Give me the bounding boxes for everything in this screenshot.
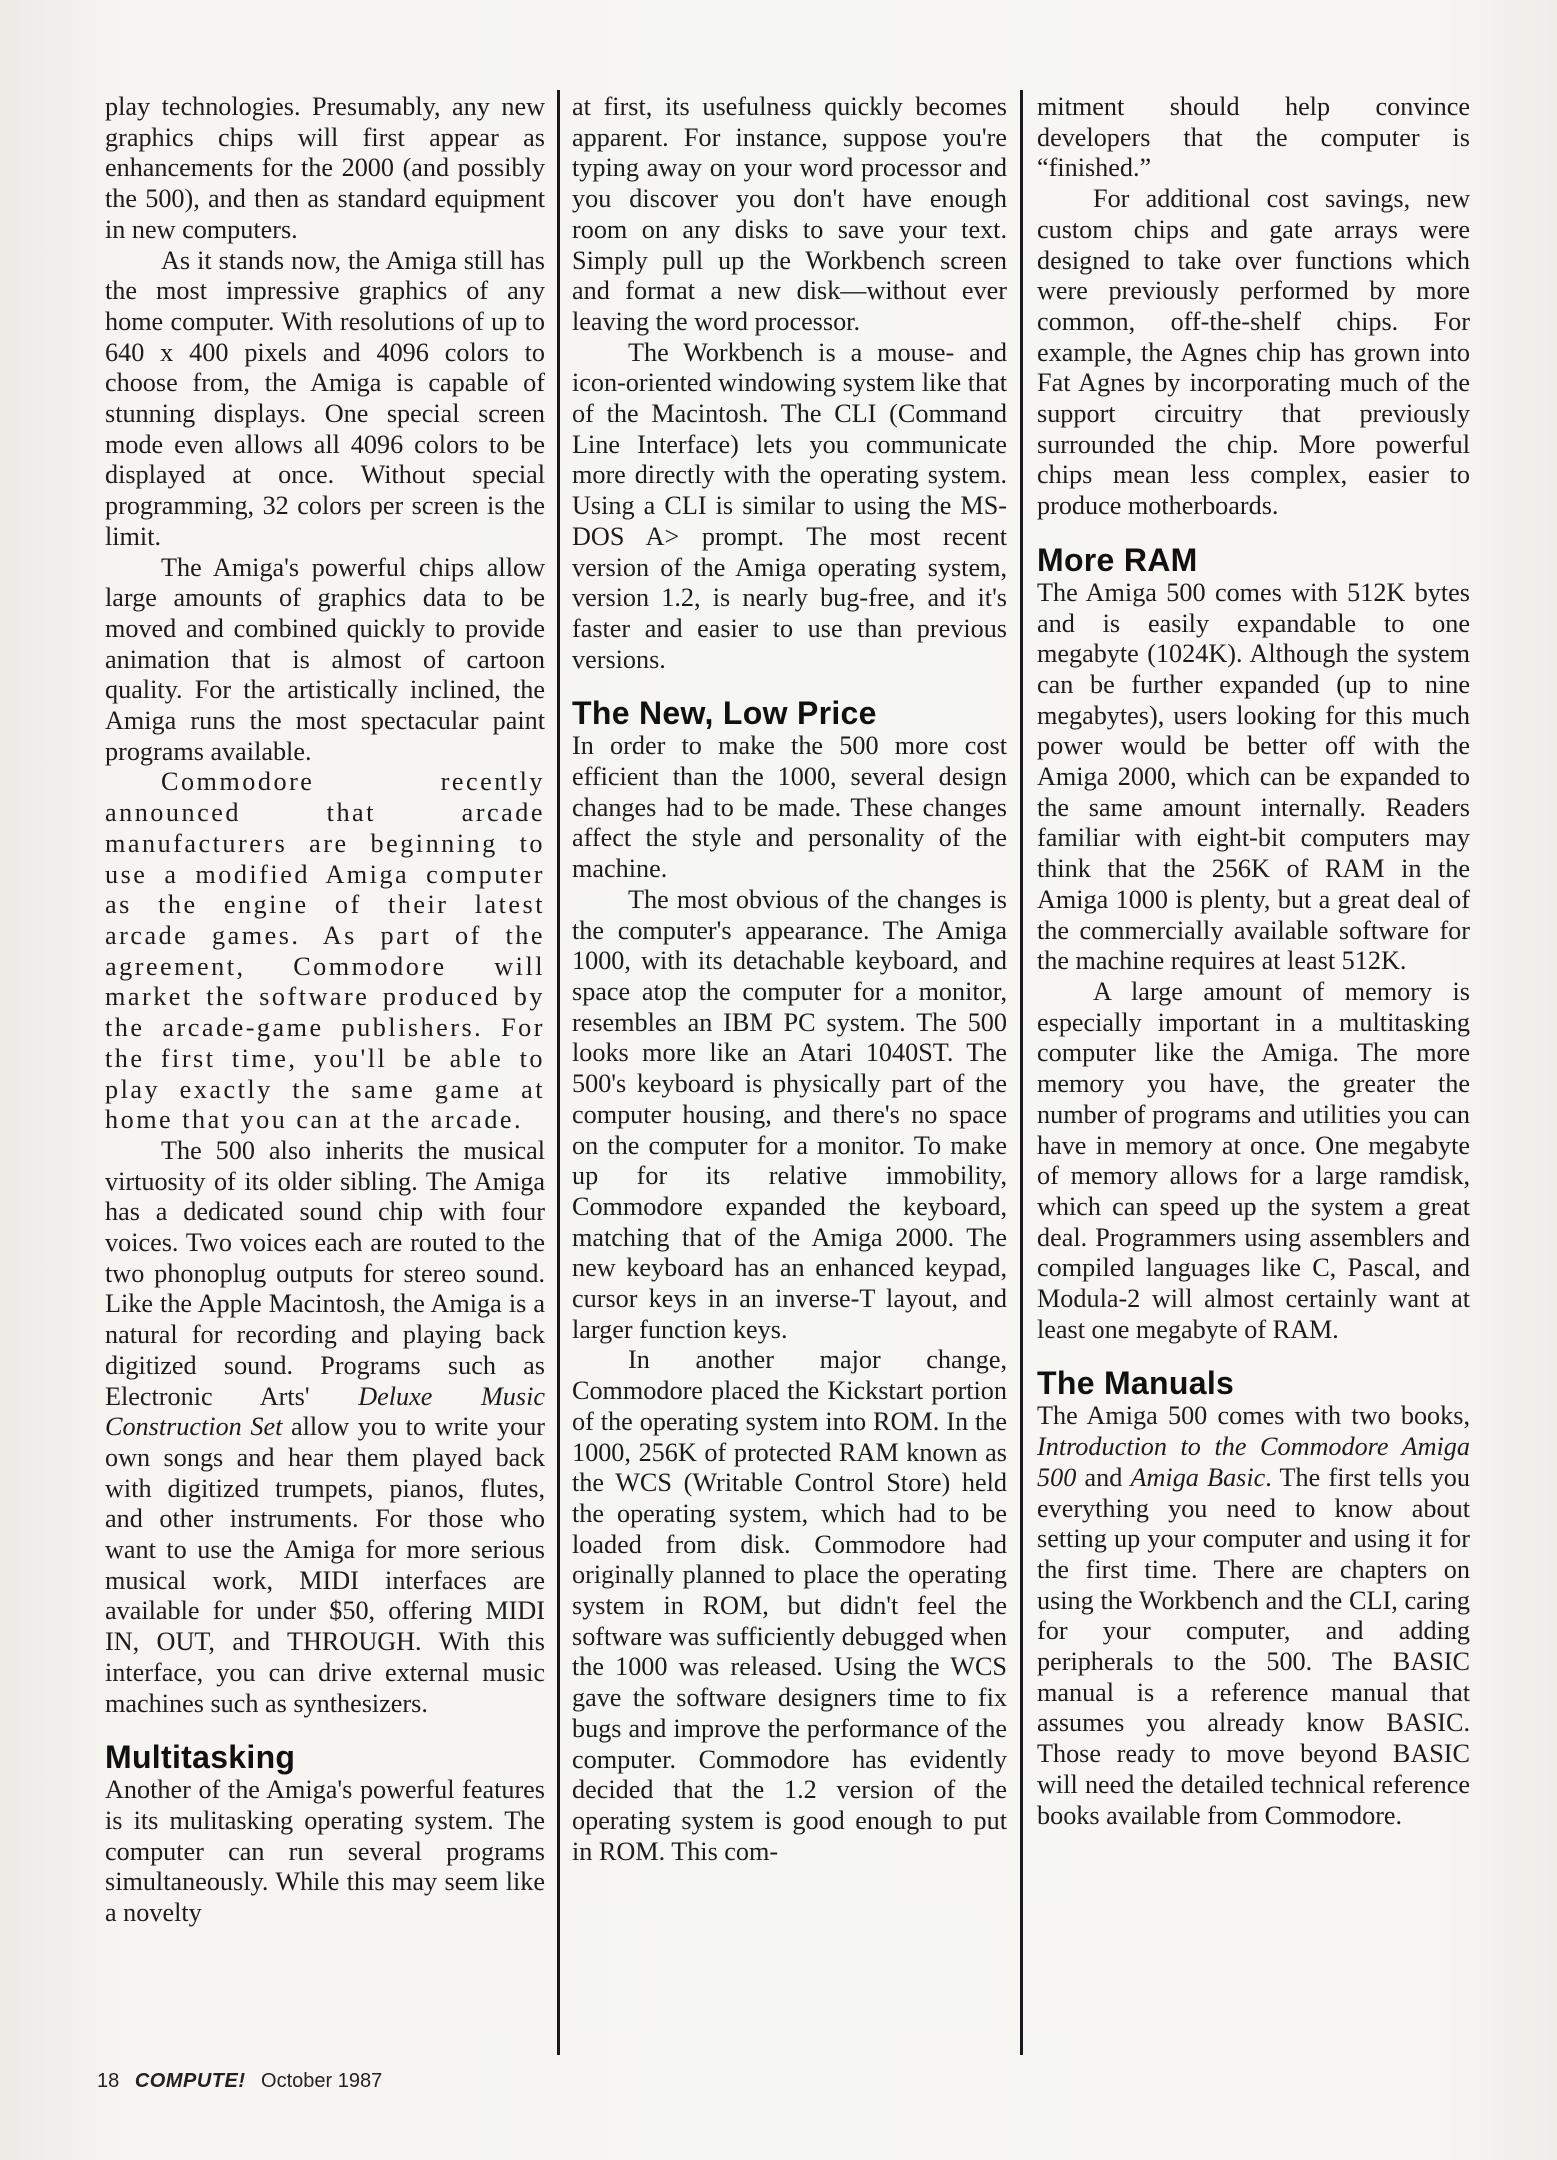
- paragraph: In another major change, Commodore placed the Kickstart portion of the operating system into ROM. In the 1000, 256K of protected RAM known as the WCS (Writable Control Store) held the operating system, which had to be loaded from disk. Commodore had originally planned to place the operating system in ROM, but didn't feel the software was sufficiently debugged when the 1000 was released. Using the WCS gave the software designers time to fix bugs and improve the performance of the computer. Commodore has evidently decided that the 1.2 version of the operating system is good enough to put in ROM. This com-: [572, 1345, 1007, 1866]
- article-column-1: [105, 92, 545, 1929]
- column-rule-right: [1020, 90, 1023, 2055]
- section-heading-ram: More RAM: [1037, 541, 1198, 578]
- paragraph: at first, its usefulness quickly becomes apparent. For instance, suppose you're typing away on your word processor and you discover you don't have enough room on any disks to save your text. Simply pull up the Workbench screen and format a new disk—without ever leaving the word processor.: [572, 92, 1007, 336]
- issue-date: October 1987: [261, 2070, 383, 2092]
- book-title: Introduction to the Commodore Amiga 500: [1037, 1432, 1470, 1492]
- paragraph: The Workbench is a mouse- and icon-oriented windowing system like that of the Macintosh. The CLI (Command Line Interface) lets you communicate more directly with the operating system. Using a CLI is similar to using the MS-DOS A> prompt. The most recent version of the Amiga operating system, version 1.2, is nearly bug-free, and it's faster and easier to use than previous versions.: [572, 337, 1007, 674]
- paragraph: [1037, 1401, 1470, 1831]
- text-run: . The first tells you everything you need to know about setting up your computer and using it for the first time. There are chapters on using the Workbench and the CLI, caring for your computer, and adding peripherals to the 500. The BASIC manual is a reference manual that assumes you already know BASIC. Those ready to move beyond BASIC will need the detailed technical reference books available from Commodore.: [1037, 1462, 1470, 1830]
- paragraph: A large amount of memory is especially important in a multitasking computer like the Amiga. The more memory you have, the greater the number of programs and utilities you can have in memory at once. One megabyte of memory allows for a large ramdisk, which can speed up the system a great deal. Programmers using assemblers and compiled languages like C, Pascal, and Modula-2 will almost certainly want at least one megabyte of RAM.: [1037, 976, 1470, 1344]
- article-column-2: [572, 92, 1007, 1867]
- text-run: and: [1076, 1462, 1131, 1492]
- text-run: allow you to write your own songs and hear them played back with digitized trumpets, pianos, flutes, and other instruments. For those who want to use the Amiga for more serious musical work, MIDI interfaces are available for under $50, offering MIDI IN, OUT, and THROUGH. With this interface, you can drive external music machines such as synthesizers.: [105, 1412, 546, 1718]
- section-heading-manuals: The Manuals: [1037, 1365, 1235, 1402]
- book-title: Amiga Basic: [1130, 1462, 1266, 1492]
- paragraph: For additional cost savings, new custom chips and gate arrays were designed to take over functions which were previously performed by more common, off-the-shelf chips. For example, the Agnes chip has grown into Fat Agnes by incorporating much of the support circuitry that previously surrounded the chip. More powerful chips mean less complex, easier to produce motherboards.: [1037, 184, 1470, 521]
- magazine-name: COMPUTE!: [134, 2070, 246, 2092]
- section-heading-price: The New, Low Price: [572, 695, 877, 732]
- paragraph: In order to make the 500 more cost efficient than the 1000, several design changes had to be made. These changes affect the style and personality of the machine.: [572, 731, 1007, 884]
- paragraph: The most obvious of the changes is the computer's appearance. The Amiga 1000, with its detachable keyboard, and space atop the computer for a monitor, resembles an IBM PC system. The 500 looks more like an Atari 1040ST. The 500's keyboard is physically part of the computer housing, and there's no space on the computer for a monitor. To make up for its relative immobility, Commodore expanded the keyboard, matching that of the Amiga 2000. The new keyboard has an enhanced keypad, cursor keys in an inverse-T layout, and larger function keys.: [572, 884, 1007, 1344]
- page-footer: [97, 2070, 382, 2093]
- article-column-3: [1037, 92, 1470, 1831]
- paragraph: Another of the Amiga's powerful features is its mulitasking operating system. The computer can run several programs simultaneously. While this may seem like a novelty: [105, 1775, 545, 1928]
- paragraph: Commodore recently announced that arcade manufacturers are beginning to use a modified Amiga computer as the engine of their latest arcade games. As part of the agreement, Commodore will market the software produced by the arcade-game publishers. For the first time, you'll be able to play exactly the same game at home that you can at the arcade.: [105, 767, 545, 1135]
- page-number: 18: [97, 2070, 120, 2092]
- paragraph: As it stands now, the Amiga still has the most impressive graphics of any home computer. With resolutions of up to 640 x 400 pixels and 4096 colors to choose from, the Amiga is capable of stunning displays. One special screen mode even allows all 4096 colors to be displayed at once. Without special programming, 32 colors per screen is the limit.: [105, 245, 545, 551]
- column-rule-left: [557, 90, 560, 2055]
- paragraph: play technologies. Presumably, any new graphics chips will first appear as enhancements for the 2000 (and possibly the 500), and then as standard equipment in new computers.: [105, 92, 545, 244]
- paragraph: The Amiga's powerful chips allow large amounts of graphics data to be moved and combined quickly to provide animation that is almost of cartoon quality. For the artistically inclined, the Amiga runs the most spectacular paint programs available.: [105, 552, 545, 766]
- text-run: The Amiga 500 comes with two books,: [1037, 1401, 1470, 1431]
- paragraph: The Amiga 500 comes with 512K bytes and is easily expandable to one megabyte (1024K). Although the system can be further expanded (up to nine megabytes), users looking for this much power would be better off with the Amiga 2000, which can be expanded to the same amount internally. Readers familiar with eight-bit computers may think that the 256K of RAM in the Amiga 1000 is plenty, but a great deal of the commercially available software for the machine requires at least 512K.: [1037, 577, 1470, 976]
- paragraph: [105, 1136, 545, 1719]
- software-title: Deluxe Music Construction Set: [105, 1381, 545, 1442]
- text-run: The 500 also inherits the musical virtuosity of its older sibling. The Amiga has a dedicated sound chip with four voices. Two voices each are routed to the two phonoplug outputs for stereo sound. Like the Apple Macintosh, the Amiga is a natural for recording and playing back digitized sound. Programs such as Electronic Arts': [105, 1135, 545, 1411]
- paragraph: mitment should help convince developers that the computer is “finished.”: [1037, 92, 1470, 183]
- section-heading-multitasking: Multitasking: [105, 1739, 296, 1776]
